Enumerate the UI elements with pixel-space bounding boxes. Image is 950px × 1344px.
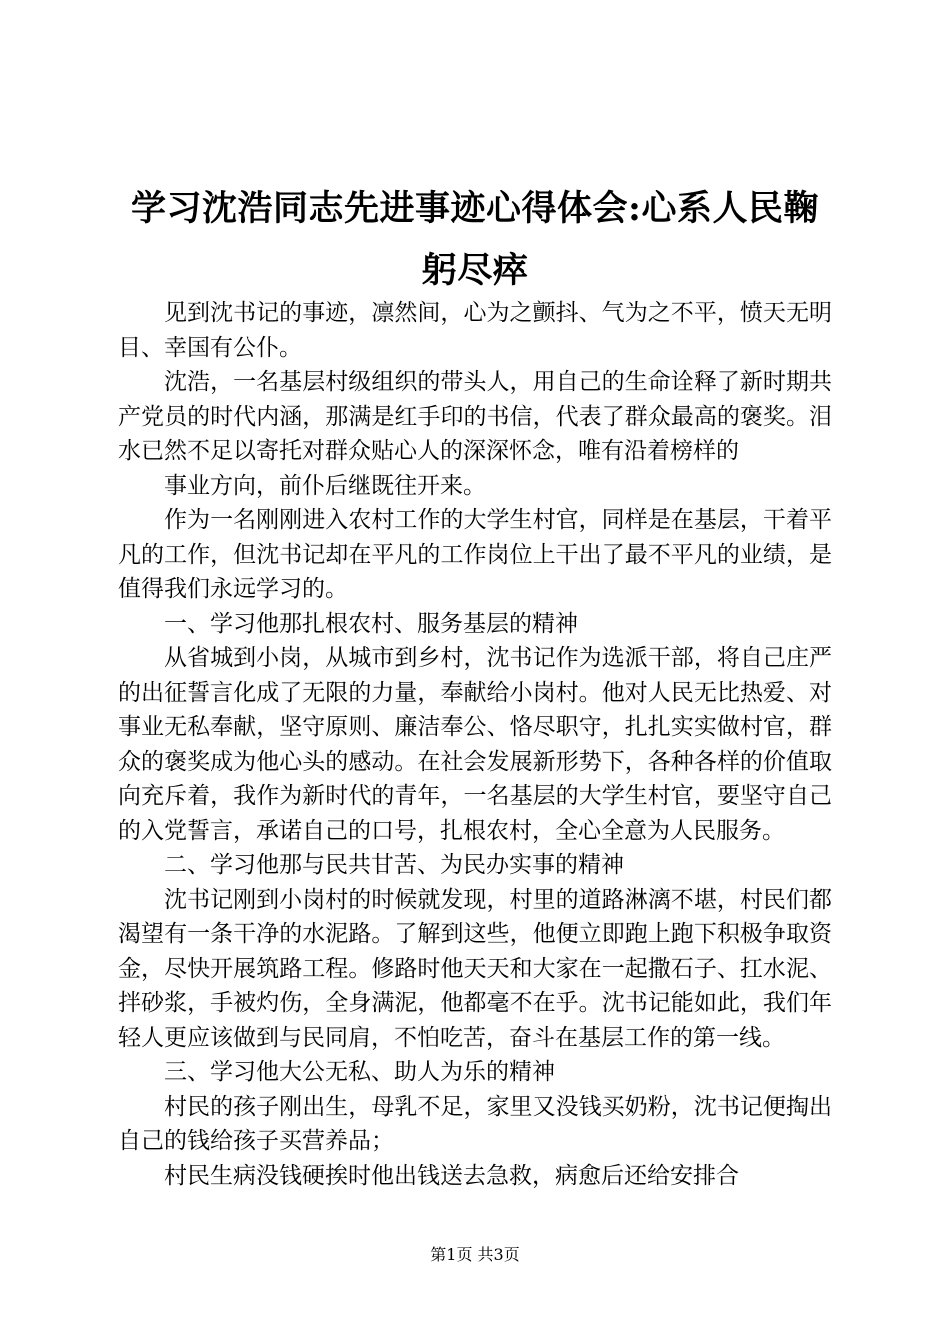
paragraph: 从省城到小岗，从城市到乡村，沈书记作为选派干部，将自己庄严的出征誓言化成了无限的力量，奉献给小岗村。他对人民无比热爱、对事业无私奉献，坚守原则、廉洁奉公、恪尽职守，扎扎实实做村官，群众的褒奖成为他心头的感动。在社会发展新形势下，各种各样的价值取向充斥着，我作为新时代的青年，一名基层的大学生村官，要坚守自己的入党誓言，承诺自己的口号，扎根农村，全心全意为人民服务。 [118, 645, 832, 844]
document-body [118, 296, 832, 1193]
section-heading: 三、学习他大公无私、助人为乐的精神 [164, 1059, 555, 1085]
page-footer: 第1页 共3页 [430, 1245, 520, 1264]
document-title: 学习沈浩同志先进事迹心得体会:心系人民鞠躬尽瘁 [131, 188, 819, 291]
paragraph: 沈浩，一名基层村级组织的带头人，用自己的生命诠释了新时期共产党员的时代内涵，那满是红手印的书信，代表了群众最高的褒奖。泪水已然不足以寄托对群众贴心人的深深怀念，唯有沿着榜样的 [118, 369, 832, 464]
paragraph: 事业方向，前仆后继既往开来。 [164, 472, 486, 499]
paragraph: 作为一名刚刚进入农村工作的大学生村官，同样是在基层，干着平凡的工作，但沈书记却在平凡的工作岗位上干出了最不平凡的业绩，是值得我们永远学习的。 [118, 507, 832, 602]
paragraph: 村民生病没钱硬挨时他出钱送去急救，病愈后还给安排合 [164, 1162, 739, 1189]
paragraph: 见到沈书记的事迹，凛然间，心为之颤抖、气为之不平，愤天无明目、幸国有公仆。 [118, 300, 832, 361]
section-heading: 一、学习他那扎根农村、服务基层的精神 [164, 610, 578, 637]
paragraph: 村民的孩子刚出生，母乳不足，家里又没钱买奶粉，沈书记便掏出自己的钱给孩子买营养品； [118, 1093, 832, 1154]
paragraph: 沈书记刚到小岗村的时候就发现，村里的道路淋漓不堪，村民们都渴望有一条干净的水泥路。了解到这些，他便立即跑上跑下积极争取资金，尽快开展筑路工程。修路时他天天和大家在一起撒石子、扛水泥、拌砂浆，手被灼伤，全身满泥，他都毫不在乎。沈书记能如此，我们年轻人更应该做到与民同肩，不怕吃苦，奋斗在基层工作的第一线。 [118, 886, 832, 1051]
section-heading: 二、学习他那与民共甘苦、为民办实事的精神 [164, 852, 624, 878]
